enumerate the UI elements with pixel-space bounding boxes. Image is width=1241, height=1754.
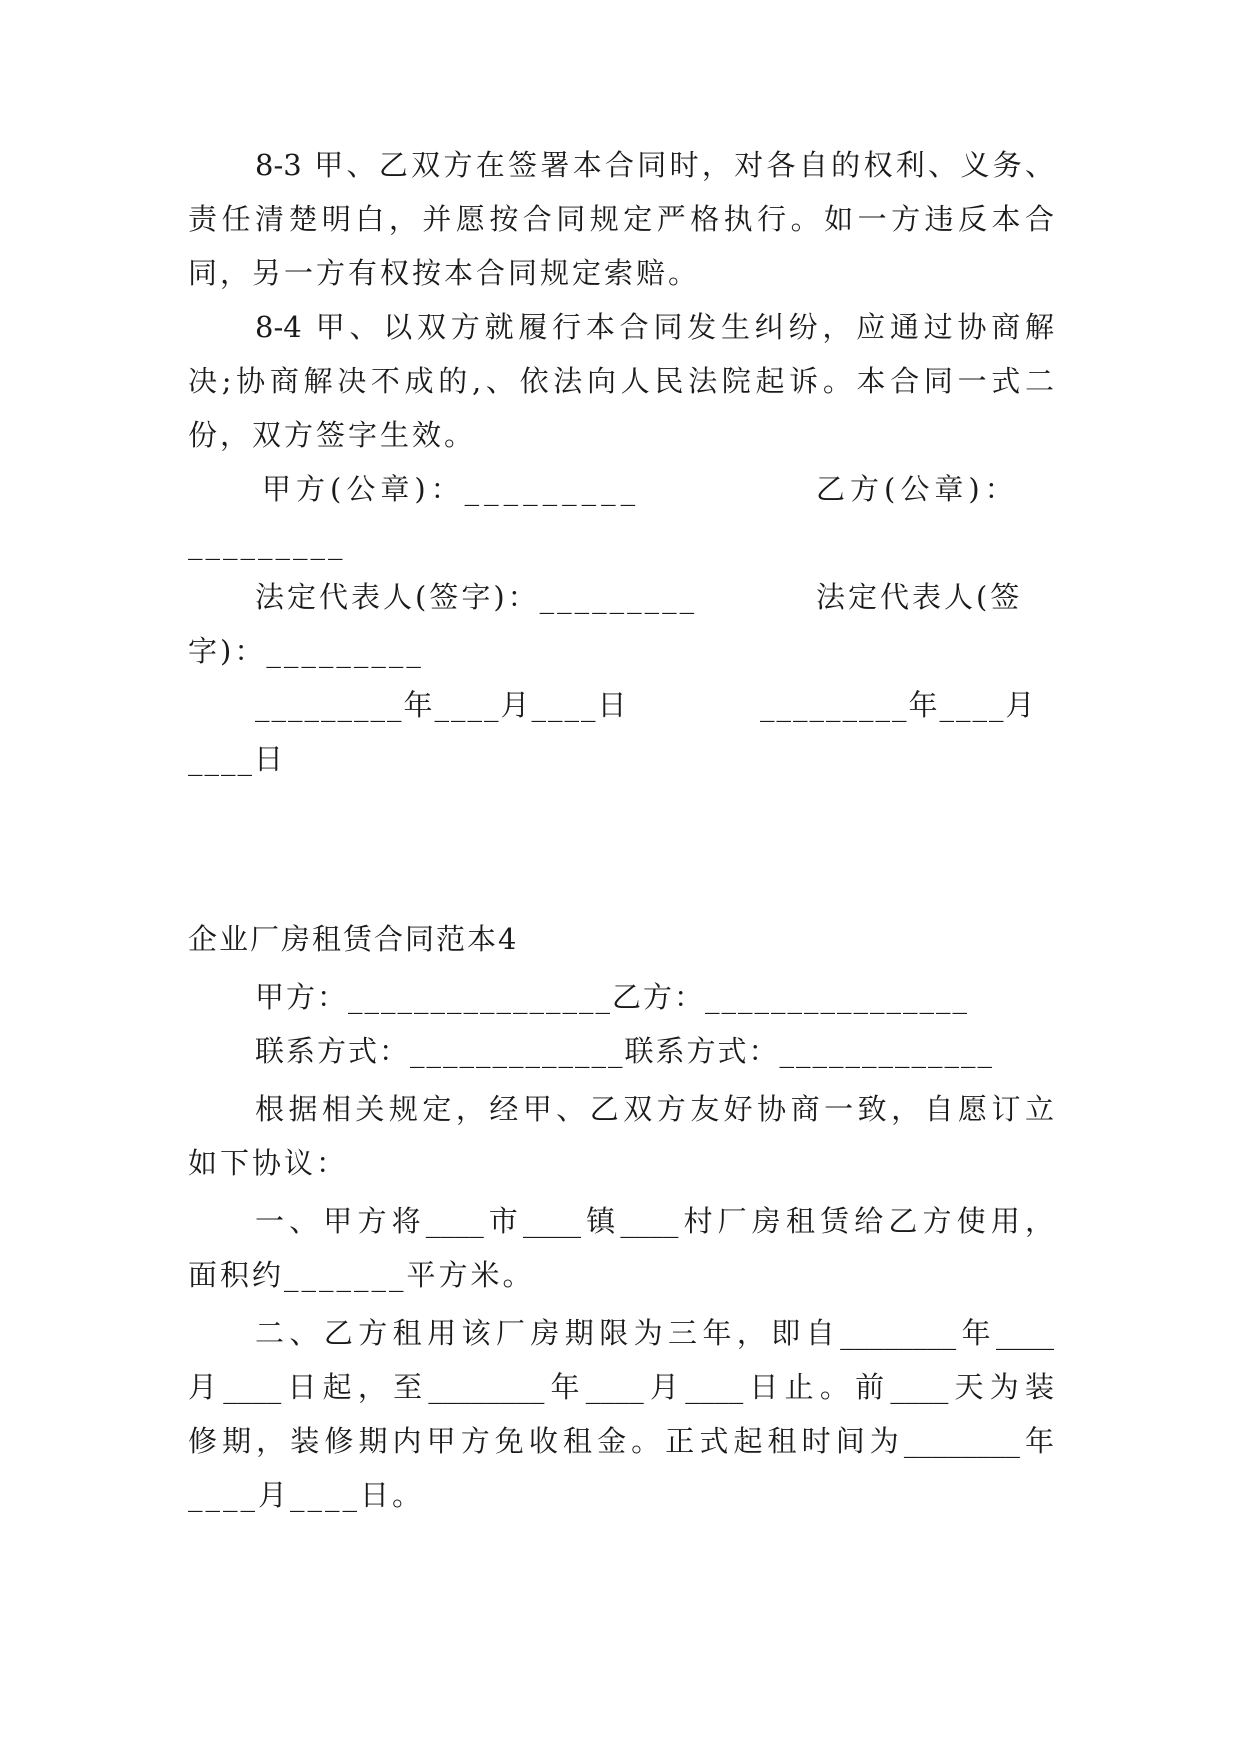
party-a-seal: 甲方(公章)：_________ bbox=[262, 472, 641, 506]
contacts-line: 联系方式：_____________联系方式：_____________ bbox=[255, 1034, 995, 1068]
article-1-line-1: 一、甲方将____市____镇____村厂房租赁给乙方使用， bbox=[255, 1204, 1054, 1238]
contract-title: 企业厂房租赁合同范本4 bbox=[188, 922, 519, 956]
article-2-line-3: 修期，装修期内甲方免收租金。正式起租时间为________年 bbox=[188, 1424, 1054, 1458]
party-a-rep: 法定代表人(签字)：_________ bbox=[255, 580, 698, 614]
clause-8-4-line-2: 决;协商解决不成的,、依法向人民法院起诉。本合同一式二 bbox=[188, 364, 1054, 398]
clause-8-3-line-3: 同，另一方有权按本合同规定索赔。 bbox=[188, 256, 701, 290]
party-b-date-cont: ____日 bbox=[188, 742, 286, 776]
party-a-date: _________年____月____日 bbox=[255, 688, 629, 722]
article-2-line-2: 月____日起，至________年____月____日止。前____天为装 bbox=[188, 1370, 1054, 1404]
party-b-rep: 法定代表人(签 bbox=[816, 580, 1023, 614]
party-b-date: _________年____月 bbox=[760, 688, 1037, 722]
article-2-line-4: ____月____日。 bbox=[188, 1478, 425, 1512]
party-b-seal: 乙方(公章)： bbox=[816, 472, 1019, 506]
parties-line: 甲方：________________乙方：________________ bbox=[255, 980, 970, 1014]
clause-8-4-line-3: 份，双方签字生效。 bbox=[188, 418, 477, 452]
article-2-line-1: 二、乙方租用该厂房期限为三年，即自________年____ bbox=[255, 1316, 1054, 1350]
clause-8-4-line-1: 8-4 甲、以双方就履行本合同发生纠纷，应通过协商解 bbox=[255, 310, 1054, 344]
preamble-line-2: 如下协议： bbox=[188, 1146, 349, 1180]
party-b-seal-cont: _________ bbox=[188, 526, 346, 560]
clause-8-3-line-1: 8-3 甲、乙双方在签署本合同时，对各自的权利、义务、 bbox=[255, 148, 1054, 182]
clause-8-3-line-2: 责任清楚明白，并愿按合同规定严格执行。如一方违反本合 bbox=[188, 202, 1054, 236]
preamble-line-1: 根据相关规定，经甲、乙双方友好协商一致，自愿订立 bbox=[255, 1092, 1054, 1126]
article-1-line-2: 面积约_______平方米。 bbox=[188, 1258, 535, 1292]
party-b-rep-cont: 字)：_________ bbox=[188, 634, 424, 668]
